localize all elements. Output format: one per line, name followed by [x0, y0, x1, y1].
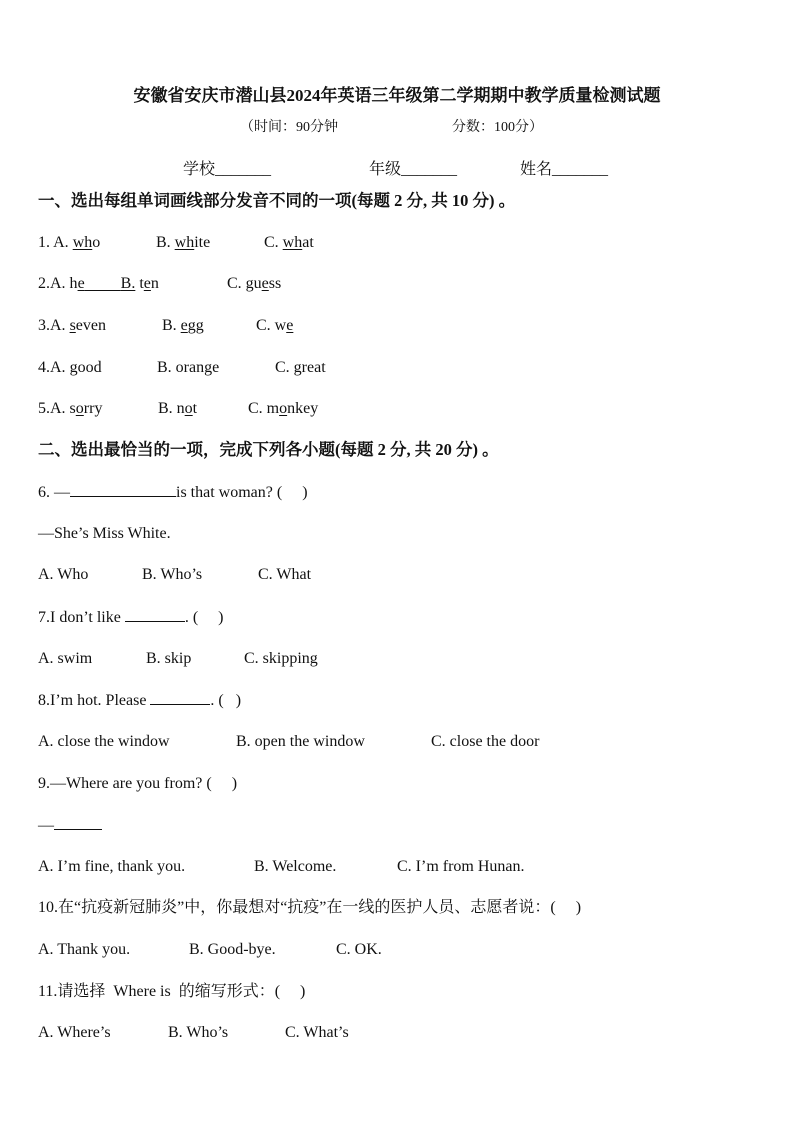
q7-stem: [38, 607, 223, 628]
section2-heading: 二、选出最恰当的一项，完成下列各小题(每题 2 分, 共 20 分) 。: [38, 440, 499, 459]
q10-option-b: B. Good-bye.: [189, 941, 276, 958]
q7-option-b: B. skip: [146, 650, 192, 667]
q8-stem: [38, 690, 241, 711]
q9-option-a: A. I’m fine, thank you.: [38, 858, 186, 875]
q4-c: [275, 358, 326, 378]
q4-c-underline: g: [293, 359, 302, 376]
q2-a-gap: [85, 275, 121, 292]
q5-c-underline: o: [279, 400, 288, 417]
q6-option-c: C. What: [258, 566, 312, 583]
q5-b-prefix: B. n: [158, 400, 185, 417]
name-field: [520, 160, 608, 180]
grade-label: 年级: [369, 161, 402, 178]
q9-reply: [38, 815, 102, 836]
q4-number: 4.: [38, 359, 50, 376]
q4-c-prefix: C.: [275, 359, 294, 376]
q8-stem-prefix: 8.I’m hot. Please: [38, 692, 151, 709]
section1-heading: 一、选出每组单词画线部分发音不同的一项(每题 2 分, 共 10 分) 。: [38, 191, 516, 210]
q5-a-prefix: A. s: [50, 400, 76, 417]
q2-a-underline: [78, 275, 136, 292]
q10-option-a: A. Thank you.: [38, 941, 131, 958]
q2-c: [227, 274, 281, 294]
q3-b-prefix: B.: [162, 317, 181, 334]
q2-a: [38, 274, 159, 294]
q6-stem: [38, 482, 308, 503]
q2-b-mid: t: [135, 275, 144, 292]
q7-blank: [125, 607, 185, 622]
q2-b-suffix: n: [150, 275, 159, 292]
q3-c: [256, 316, 293, 336]
q8-option-a: A. close the window: [38, 733, 170, 750]
q5-a: [38, 399, 102, 419]
q7-option-a: A. swim: [38, 650, 93, 667]
q11-option-c: C. What’s: [285, 1024, 349, 1041]
q6-stem-prefix: 6. —: [38, 484, 70, 501]
q2-b-underline: e: [143, 275, 151, 292]
score-info: 分数：100分）: [452, 120, 543, 135]
q7-stem-prefix: 7.I don’t like: [38, 609, 125, 626]
q3-c-underline: e: [286, 317, 294, 334]
q4-a-prefix: A.: [50, 359, 70, 376]
q1-c-suffix: at: [302, 234, 314, 251]
q6-stem-suffix: is that woman? ( ): [176, 484, 308, 501]
q1-b-underline: wh: [174, 234, 195, 251]
q2-a-letter: e: [77, 275, 85, 292]
q6-option-a: A. Who: [38, 566, 89, 583]
q5-c-prefix: C. m: [248, 400, 280, 417]
q1-c-underline: wh: [282, 234, 303, 251]
q5-c: [248, 399, 318, 419]
time-info: （时间：90分钟: [240, 120, 338, 135]
q1-c: [264, 233, 314, 253]
q5-b: [158, 399, 197, 419]
school-blank: _______: [215, 161, 272, 178]
q1-b-suffix: ite: [194, 234, 211, 251]
q3-b: [162, 316, 204, 336]
q5-b-suffix: t: [192, 400, 198, 417]
q11-option-a: A. Where’s: [38, 1024, 111, 1041]
q3-number: 3.: [38, 317, 50, 334]
q3-b-underline: e: [180, 317, 188, 334]
grade-field: [369, 160, 457, 180]
q8-blank: [150, 690, 210, 705]
q2-c-prefix: C. gu: [227, 275, 262, 292]
q1-a-suffix: o: [92, 234, 101, 251]
name-blank: _______: [552, 161, 609, 178]
q2-b-prefix: B.: [120, 275, 136, 292]
q4-b: [157, 358, 219, 378]
q2-c-suffix: ss: [268, 275, 282, 292]
school-field: [183, 160, 271, 180]
grade-blank: _______: [401, 161, 458, 178]
q1-b-prefix: B.: [156, 234, 175, 251]
q4-b-prefix: B. oran: [157, 359, 205, 376]
q9-stem: 9.—Where are you from? ( ): [38, 775, 238, 792]
q8-stem-suffix: . ( ): [210, 692, 242, 709]
q3-b-suffix: gg: [187, 317, 204, 334]
school-label: 学校: [183, 161, 216, 178]
q3-a: [38, 316, 106, 336]
q9-option-b: B. Welcome.: [254, 858, 337, 875]
q4-b-underline: g: [204, 359, 213, 376]
q9-reply-dash: —: [38, 817, 54, 834]
q4-b-suffix: e: [212, 359, 220, 376]
q8-option-b: B. open the window: [236, 733, 365, 750]
q9-option-c: C. I’m from Hunan.: [397, 858, 525, 875]
name-label: 姓名: [520, 161, 553, 178]
q7-stem-suffix: . ( ): [184, 609, 224, 626]
q3-a-suffix: even: [75, 317, 106, 334]
q10-option-c: C. OK.: [336, 941, 382, 958]
q1-a-prefix: A.: [53, 234, 73, 251]
q1-c-prefix: C.: [264, 234, 283, 251]
q2-a-prefix: A. h: [50, 275, 78, 292]
q11-stem: 11.请选择 Where is 的缩写形式：( ): [38, 983, 306, 1000]
q4-a-underline: g: [69, 359, 78, 376]
q4-c-suffix: reat: [301, 359, 326, 376]
q4-a-suffix: ood: [77, 359, 102, 376]
page-title: 安徽省安庆市潜山县2024年英语三年级第二学期期中教学质量检测试题: [133, 86, 661, 105]
q6-blank: [70, 482, 176, 497]
q5-a-suffix: rry: [83, 400, 103, 417]
q10-stem: 10.在“抗疫新冠肺炎”中，你最想对“抗疫”在一线的医护人员、志愿者说：( ): [38, 899, 582, 916]
q2-c-underline: e: [261, 275, 269, 292]
q8-option-c: C. close the door: [431, 733, 540, 750]
q4-a: [38, 358, 102, 378]
q5-a-underline: o: [75, 400, 84, 417]
q6-option-b: B. Who’s: [142, 566, 203, 583]
q3-c-prefix: C. w: [256, 317, 287, 334]
q5-c-suffix: nkey: [287, 400, 319, 417]
q3-a-prefix: A.: [50, 317, 70, 334]
q5-number: 5.: [38, 400, 50, 417]
q5-b-underline: o: [184, 400, 193, 417]
q9-blank: [54, 815, 102, 830]
q1-a: [38, 233, 100, 253]
q2-number: 2.: [38, 275, 50, 292]
q6-reply: —She’s Miss White.: [38, 525, 171, 542]
q1-a-underline: wh: [72, 234, 93, 251]
q7-option-c: C. skipping: [244, 650, 318, 667]
q3-a-underline: s: [69, 317, 76, 334]
q11-option-b: B. Who’s: [168, 1024, 229, 1041]
q1-number: 1.: [38, 234, 50, 251]
q1-b: [156, 233, 210, 253]
